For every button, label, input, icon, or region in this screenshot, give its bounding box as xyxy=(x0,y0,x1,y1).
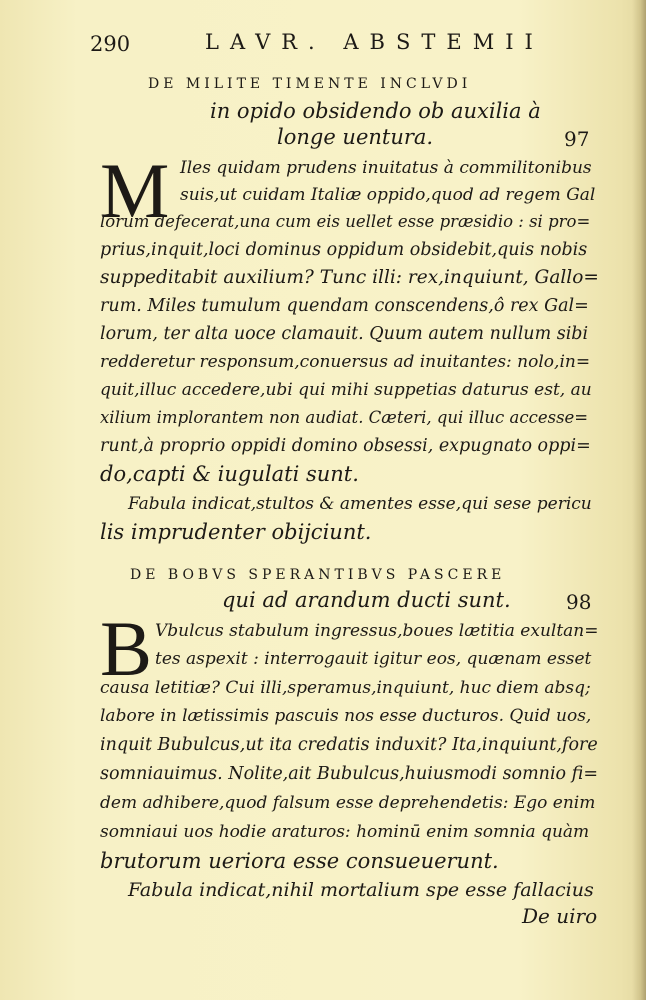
fable-1-line: suis,ut cuidam Italiæ oppido,quod ad regem Gal xyxy=(180,185,596,205)
fable-1-dropcap: M xyxy=(100,147,170,234)
fable-1-line: lorum, ter alta uoce clamauit. Quum autem nullum sibi xyxy=(100,324,589,344)
fable-2-subtitle: qui ad arandum ducti sunt. xyxy=(222,588,511,612)
fable-1-title: DE MILITE TIMENTE INCLVDI xyxy=(148,76,472,92)
fable-1-line: xilium implorantem non audiat. Cæteri, qui illuc accesse= xyxy=(100,408,589,427)
fable-1-line: do,capti & iugulati sunt. xyxy=(100,462,359,486)
fable-1-subtitle-1: in opido obsidendo ob auxilia à xyxy=(210,99,541,123)
fable-1-line: quit,illuc accedere,ubi qui mihi suppetias daturus est, au xyxy=(100,380,592,400)
fable-1-number: 97 xyxy=(564,127,590,151)
fable-2-number: 98 xyxy=(566,590,592,614)
fable-2-title: DE BOBVS SPERANTIBVS PASCERE xyxy=(130,567,506,583)
fable-2-dropcap: B xyxy=(100,605,153,692)
fable-1-line: lorum defecerat,una cum eis uellet esse præsidio : si pro= xyxy=(100,212,591,231)
running-title: LAVR. ABSTEMII xyxy=(205,30,544,54)
fable-1-line: runt,à proprio oppidi domino obsessi, expugnato oppi= xyxy=(100,436,591,456)
fable-2-line: somniaui uos hodie araturos: hominū enim somnia quàm xyxy=(100,822,590,842)
fable-1-line: rum. Miles tumulum quendam conscendens,ô rex Gal= xyxy=(100,296,589,316)
fable-2-line: Vbulcus stabulum ingressus,boues lætitia exultan= xyxy=(155,621,599,641)
fable-2-line: causa letitiæ? Cui illi,speramus,inquiunt, huc diem absq; xyxy=(100,678,591,698)
fable-2-line: dem adhibere,quod falsum esse deprehendetis: Ego enim xyxy=(100,793,596,813)
fable-1-subtitle-2: longe uentura. xyxy=(277,125,434,149)
fable-1-moral: Fabula indicat,stultos & amentes esse,qui sese pericu xyxy=(128,494,592,514)
fable-2-line: tes aspexit : interrogauit igitur eos, quænam esset xyxy=(155,649,592,669)
fable-1-line: suppeditabit auxilium? Tunc illi: rex,inquiunt, Gallo= xyxy=(100,267,599,288)
page-edge-shadow xyxy=(632,0,646,1000)
fable-1-line: prius,inquit,loci dominus oppidum obsidebit,quis nobis xyxy=(100,240,588,260)
fable-2-line: somniauimus. Nolite,ait Bubulcus,huiusmodi somnio fi= xyxy=(100,764,598,784)
fable-2-line: inquit Bubulcus,ut ita credatis induxit? Ita,inquiunt,fore xyxy=(100,735,598,755)
fable-1-line: redderetur responsum,conuersus ad inuitantes: nolo,in= xyxy=(100,352,591,372)
fable-2-line: labore in lætissimis pascuis nos esse ducturos. Quid uos, xyxy=(100,706,592,726)
fable-1-line: Iles quidam prudens inuitatus à commilitonibus xyxy=(180,158,592,178)
catchword: De uiro xyxy=(522,904,598,928)
fable-2-line: brutorum ueriora esse consueuerunt. xyxy=(100,849,499,873)
page-number: 290 xyxy=(90,32,131,56)
fable-1-moral: lis imprudenter obijciunt. xyxy=(100,520,372,544)
fable-2-moral: Fabula indicat,nihil mortalium spe esse fallacius xyxy=(128,879,594,901)
